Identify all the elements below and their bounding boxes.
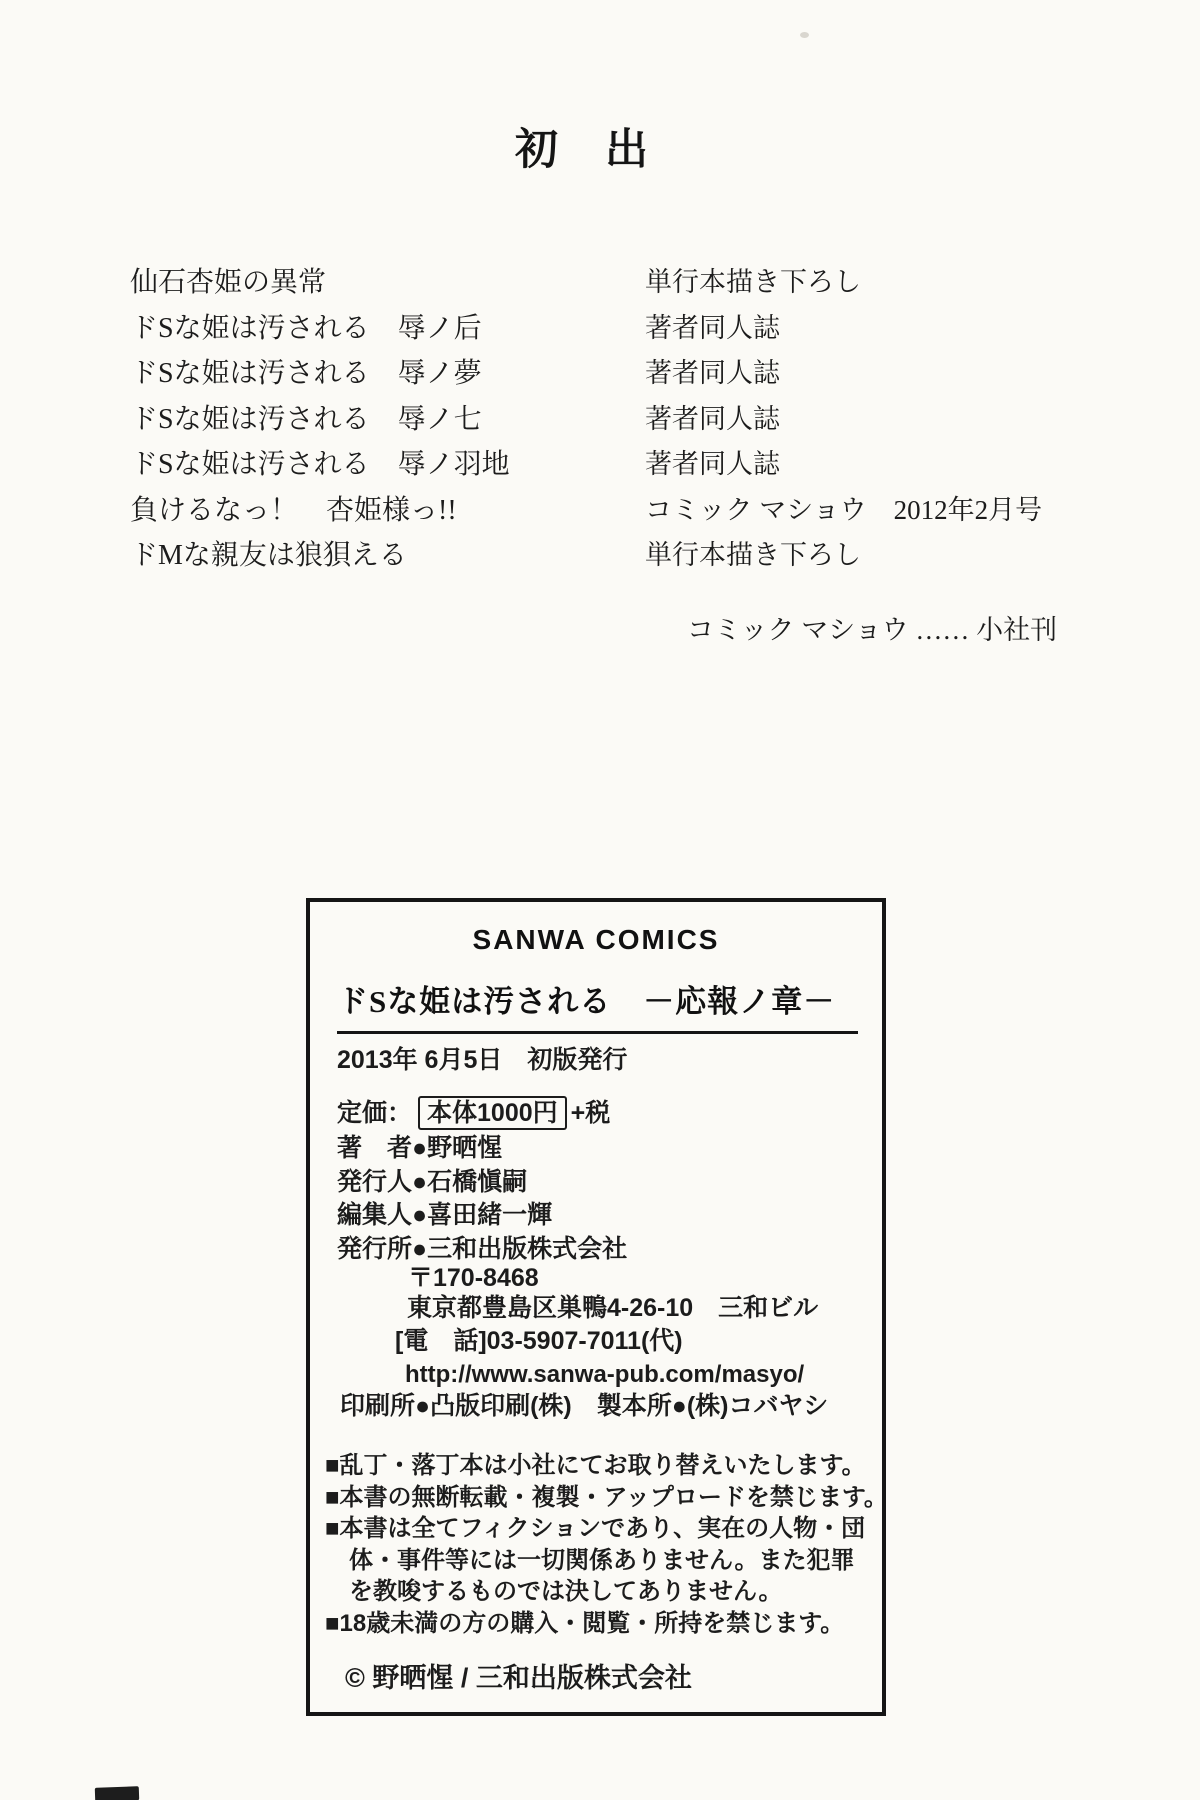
list-item [130,533,1080,579]
item-title: 負けるなっ！ 杏姫様っ!! [130,494,457,526]
item-title: ドSな姫は汚される 辱ノ羽地 [130,449,510,480]
list-item [130,351,1080,397]
credit-role: 発行所 [337,1234,413,1263]
price-tax-suffix: +税 [570,1099,611,1127]
phone-line: [電 話]03-5907-7011(代) [395,1327,683,1355]
item-title: 仙石杏姫の異常 [130,267,327,298]
item-title: ドSな姫は汚される 辱ノ七 [130,403,482,435]
credit-role: 編集人 [337,1201,413,1229]
credit-row [337,1233,627,1267]
credit-row [337,1132,627,1166]
book-title: ドSな姫は汚される －応報ノ章－ [337,984,836,1019]
list-item [130,260,1080,306]
item-source: 単行本描き下ろし [645,540,861,570]
postal-code: 〒170-8468 [408,1264,539,1292]
notice-line: ■本書は全てフィクションであり、実在の人物・団 [325,1515,866,1542]
list-item [130,442,1080,488]
item-source: 著者同人誌 [645,358,780,388]
credit-role: 発行人 [337,1167,413,1196]
item-source: 著者同人誌 [645,449,780,479]
website-url: http://www.sanwa-pub.com/masyo/ [405,1361,805,1388]
item-title: ドSな姫は汚される 辱ノ夢 [130,358,482,389]
price-line [337,1096,610,1130]
notice-line: 体・事件等には一切関係ありません。また犯罪 [325,1546,855,1574]
price-label: 定価： [337,1099,413,1127]
publisher-note: コミック マショウ …… 小社刊 [687,615,1058,645]
edition-date: 2013年 6月5日 初版発行 [337,1046,628,1074]
address-line: 東京都豊島区巣鴨4-26-10 三和ビル [407,1294,819,1322]
item-source: コミック マショウ 2012年2月号 [645,494,1043,525]
list-item [130,488,1080,534]
credits-list [337,1132,627,1266]
price-box: 本体1000円 [418,1096,567,1130]
page-title: 初 出 [515,127,650,174]
credit-row [337,1199,627,1233]
item-source: 著者同人誌 [645,403,780,434]
credit-name: 三和出版株式会社 [427,1234,628,1263]
bullet-icon: ● [412,1134,428,1162]
notices-list [325,1450,888,1639]
credit-name: 石橋愼嗣 [427,1167,528,1196]
bullet-icon: ● [412,1234,428,1263]
notice-line: ■本書の無断転載・複製・アップロードを禁じます。 [325,1483,888,1511]
list-item [130,397,1080,443]
first-publication-list [130,260,1080,579]
item-title: ドSな姫は汚される 辱ノ后 [130,312,482,344]
credit-role: 著 者 [337,1134,413,1162]
notice-line: を教唆するものでは決してありません。 [325,1578,783,1605]
bullet-icon: ● [412,1201,428,1229]
notice-line: ■乱丁・落丁本は小社にてお取り替えいたします。 [325,1452,866,1479]
item-source: 著者同人誌 [645,312,780,343]
scan-artifact [95,1786,139,1800]
credit-name: 喜田緒一輝 [427,1201,553,1229]
title-divider [337,1031,858,1034]
credit-row [337,1166,627,1200]
scan-artifact [800,32,809,38]
credit-name: 野晒惺 [427,1134,503,1162]
item-title: ドMな親友は狼狽える [130,540,407,571]
copyright-line: © 野晒惺 / 三和出版株式会社 [345,1663,692,1693]
bullet-icon: ● [412,1167,428,1196]
printer-line: 印刷所●凸版印刷(株) 製本所●(株)コバヤシ [340,1392,829,1420]
colophon-box [306,898,886,1716]
notice-line: ■18歳未満の方の購入・閲覧・所持を禁じます。 [325,1609,845,1637]
list-item [130,306,1080,352]
imprint-label: SANWA COMICS [472,924,720,955]
item-source: 単行本描き下ろし [645,267,861,297]
